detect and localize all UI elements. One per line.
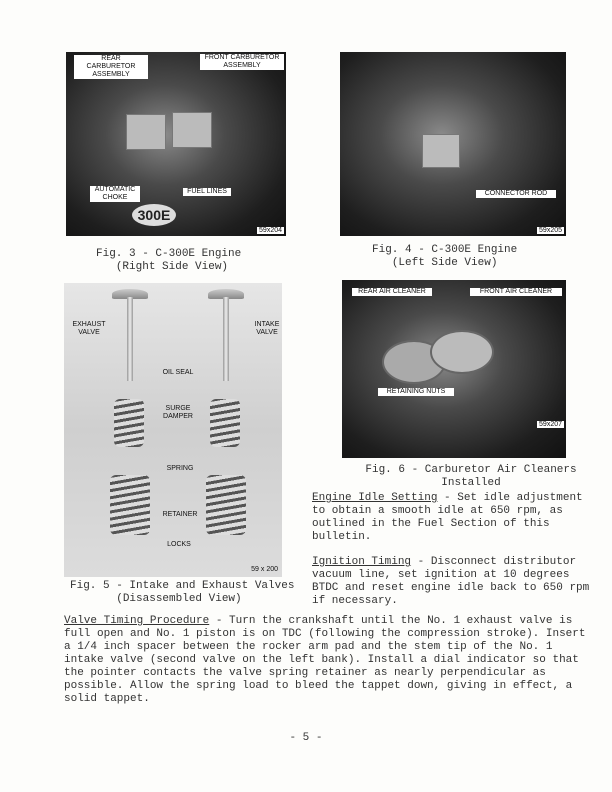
fig5-caption: [70, 580, 310, 606]
exhaust-spring: [110, 475, 150, 535]
label-retainer: RETAINER: [162, 511, 198, 518]
fig5-code: 59 x 200: [251, 566, 278, 573]
exhaust-valve-stem: [127, 297, 133, 381]
valve-timing-paragraph: [64, 615, 592, 706]
fig5-photo: [64, 283, 282, 577]
fig5-caption-line2: (Disassembled View): [116, 593, 242, 605]
carburetor: [422, 134, 460, 168]
fig6-photo: [342, 280, 566, 458]
intake-valve-stem: [223, 297, 229, 381]
fig6-caption-line1: Fig. 6 - Carburetor Air Cleaners: [365, 464, 577, 476]
intake-spring: [206, 475, 246, 535]
fig6-caption: [356, 464, 586, 490]
label-oil-seal: OIL SEAL: [162, 369, 194, 376]
fig4-caption-line1: Fig. 4 - C-300E Engine: [372, 244, 518, 256]
fig6-code: 59x207: [539, 421, 562, 428]
rear-carburetor: [126, 114, 166, 150]
engine-idle-text: - Set idle adjustment to obtain a smooth idle at 650 rpm, as outlined in the Fuel Section of this bulletin.: [312, 492, 583, 543]
front-air-cleaner: [430, 330, 494, 374]
fig5-caption-line1: Fig. 5 - Intake and Exhaust Valves: [70, 580, 295, 592]
valve-timing-text: - Turn the crankshaft until the No. 1 exhaust valve is full open and No. 1 piston is on TDC (following the compression stroke). Insert a 1/4 inch spacer between the rocker arm pad and the stem tip of the No. 1 intake valve (second valve on the left bank). Install a dial indicator so that the pointer contacts the valve spring retainer as nearly perpendicular as possible. Allow the spring load to bleed the tappet down, giving in effect, a solid tappet.: [64, 615, 586, 705]
label-fuel-lines: FUEL LINES: [183, 188, 231, 196]
engine-idle-heading: Engine Idle Setting: [312, 492, 438, 504]
label-front-carburetor: FRONT CARBURETOR ASSEMBLY: [200, 54, 284, 70]
valve-timing-heading: Valve Timing Procedure: [64, 615, 210, 627]
ignition-timing-text: - Disconnect distributor vacuum line, set ignition at 10 degrees BTDC and reset engine idle back to 650 rpm if necessary.: [312, 556, 590, 607]
ignition-timing-heading: Ignition Timing: [312, 556, 412, 568]
label-front-air-cleaner: FRONT AIR CLEANER: [470, 288, 562, 296]
fig4-code: 59x205: [539, 227, 562, 234]
engine-idle-paragraph: [312, 492, 588, 544]
label-rear-carburetor: REAR CARBURETOR ASSEMBLY: [74, 55, 148, 79]
fig3-code: 59x204: [259, 227, 282, 234]
fig3-caption: [96, 248, 276, 274]
exhaust-surge-damper: [114, 399, 144, 447]
fig6-caption-line2: Installed: [441, 477, 501, 489]
ignition-timing-paragraph: [312, 556, 602, 608]
fig3-caption-line2: (Right Side View): [115, 261, 229, 273]
intake-surge-damper: [210, 399, 240, 447]
fig4-photo: [340, 52, 566, 236]
fig4-caption: [372, 244, 552, 270]
label-connector-rod: CONNECTOR ROD: [476, 190, 556, 198]
label-intake-valve: INTAKE VALVE: [254, 321, 280, 336]
page-number: - 5 -: [289, 732, 323, 744]
fig3-photo: [66, 52, 286, 236]
fig4-caption-line2: (Left Side View): [391, 257, 498, 269]
label-automatic-choke: AUTOMATIC CHOKE: [90, 186, 140, 202]
label-locks: LOCKS: [167, 541, 191, 548]
label-surge-damper: SURGE DAMPER: [163, 405, 193, 420]
label-rear-air-cleaner: REAR AIR CLEANER: [352, 288, 432, 296]
label-exhaust-valve: EXHAUST VALVE: [72, 321, 106, 336]
fig3-caption-line1: Fig. 3 - C-300E Engine: [96, 248, 242, 260]
label-spring: SPRING: [166, 465, 194, 472]
front-carburetor: [172, 112, 212, 148]
300e-badge: 300E: [132, 204, 176, 226]
label-retaining-nuts: RETAINING NUTS: [378, 388, 454, 396]
